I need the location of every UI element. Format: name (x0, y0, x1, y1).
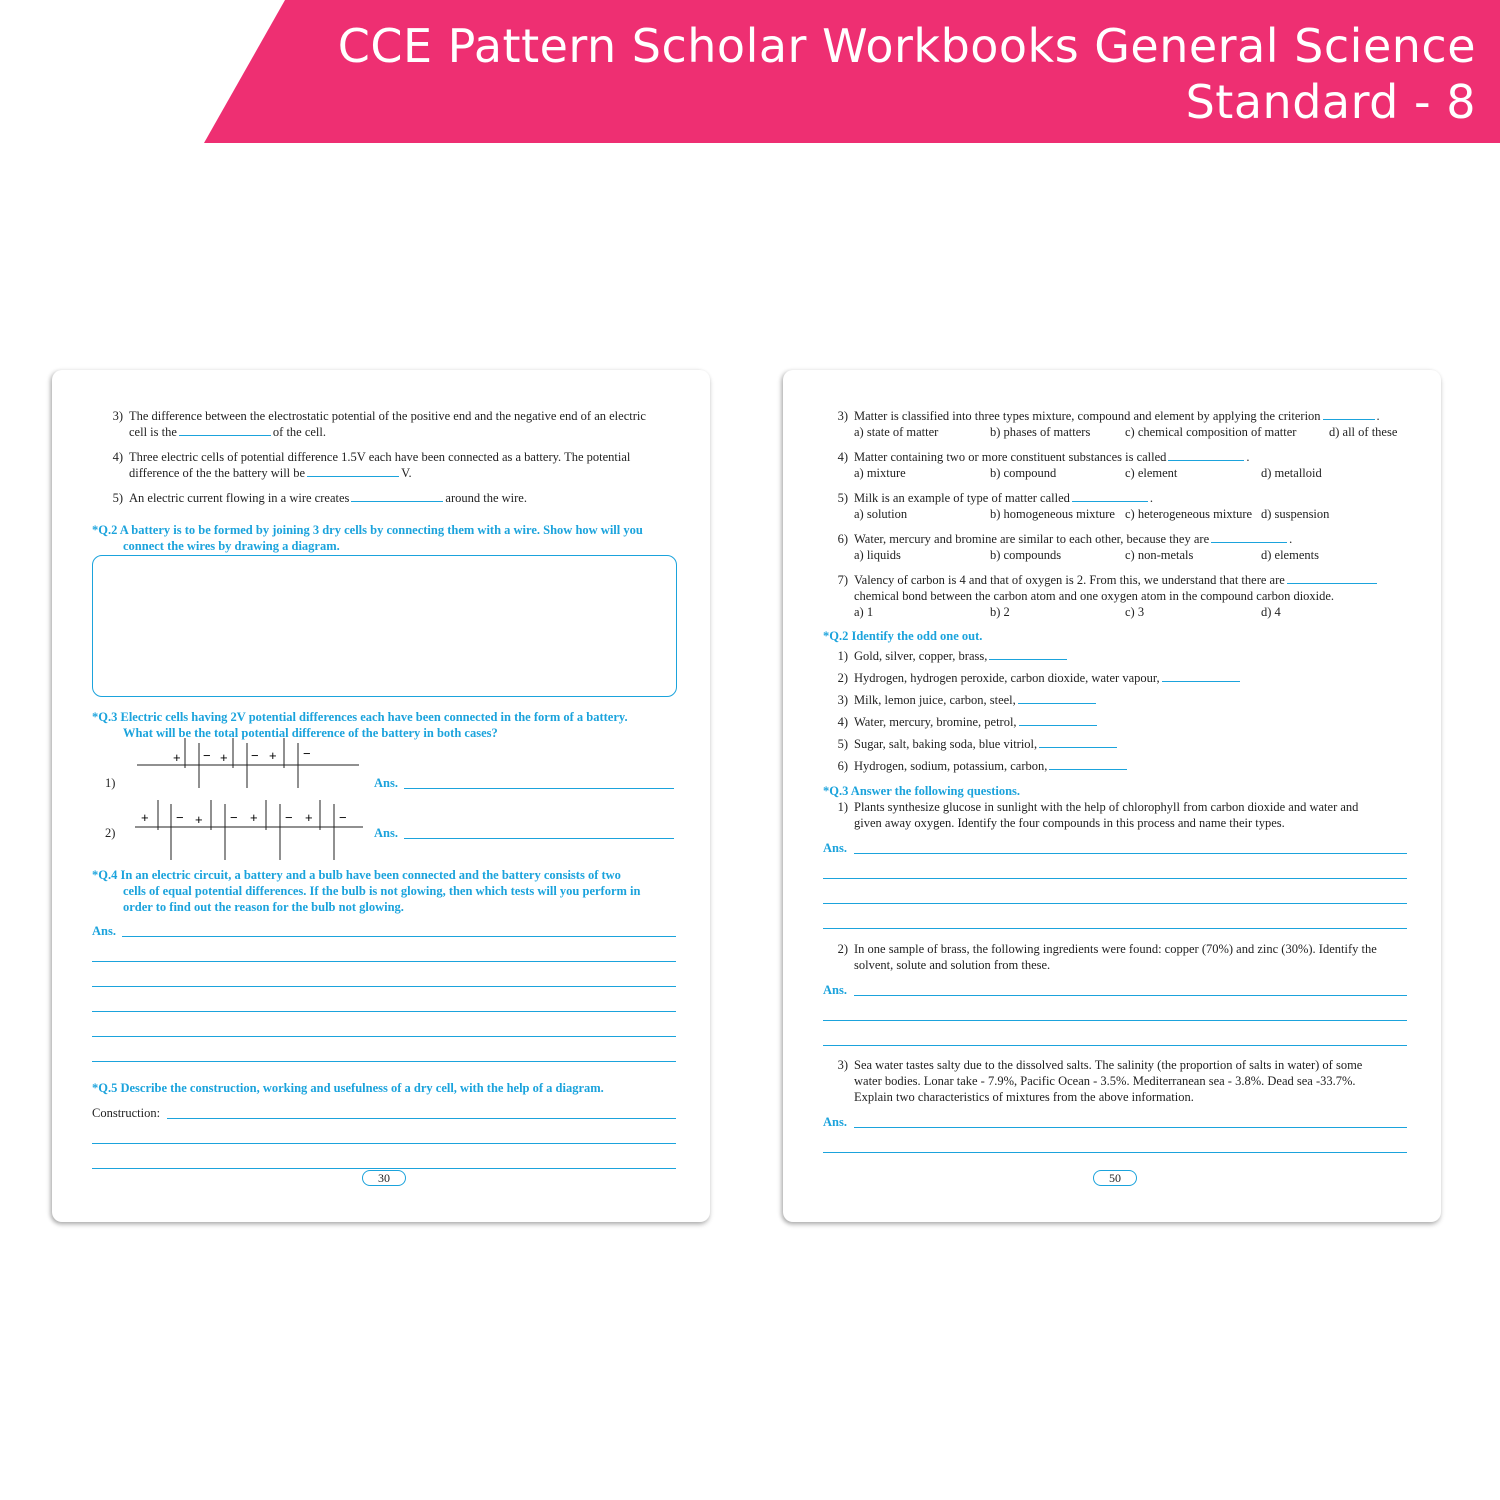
case-1-answer-line[interactable] (404, 788, 674, 789)
right-q1-item-6 (830, 531, 1292, 547)
item-number: 5) (837, 737, 848, 751)
right-q3-question (823, 783, 1020, 799)
q5-answer-line[interactable] (92, 1143, 676, 1144)
question-number: *Q.4 (92, 868, 118, 882)
left-q5-question (92, 1080, 692, 1096)
question-number: *Q.2 (92, 523, 118, 537)
question-number: *Q.2 (823, 629, 849, 643)
fill-blank[interactable] (1168, 450, 1244, 461)
fill-blank[interactable] (351, 491, 443, 502)
item-text: In one sample of brass, the following ingredients were found: copper (70%) and zinc (30%). Identify the (854, 942, 1377, 956)
fill-blank[interactable] (989, 649, 1067, 660)
item-number: 6) (837, 532, 848, 546)
q5-answer-line[interactable] (92, 1168, 676, 1169)
question-number: *Q.5 (92, 1081, 118, 1095)
q3-1-answer-line[interactable] (823, 928, 1407, 929)
left-q2-question (92, 522, 692, 554)
svg-text:+: + (195, 812, 203, 827)
question-text: Electric cells having 2V potential differences each have been connected in the form of a battery. (120, 710, 628, 724)
item-text: An electric current flowing in a wire creates (129, 491, 350, 505)
right-q1-item-5 (830, 490, 1153, 506)
option[interactable]: c) non-metals (1125, 548, 1194, 562)
question-text: Answer the following questions. (850, 784, 1021, 798)
left-workbook-page (52, 370, 710, 1222)
page-number: 30 (362, 1170, 406, 1186)
left-q4-question (92, 867, 692, 915)
svg-text:−: − (230, 810, 238, 825)
answer-question-3-line3: Explain two characteristics of mixtures from the above information. (854, 1090, 1194, 1104)
fill-blank[interactable] (1323, 409, 1375, 420)
option[interactable]: b) compounds (990, 548, 1062, 562)
item-number: 5) (837, 491, 848, 505)
item-number: 3) (837, 1058, 848, 1072)
item-text: Milk, lemon juice, carbon, steel, (854, 693, 1016, 707)
q3-1-ans-label: Ans. (823, 841, 847, 855)
svg-text:+: + (220, 750, 228, 765)
item-text: Water, mercury and bromine are similar to each other, because they are (854, 532, 1210, 546)
item-text: . (1376, 409, 1380, 423)
fill-blank[interactable] (1049, 759, 1127, 770)
answer-question-3 (830, 1057, 1362, 1073)
q3-2-answer-line[interactable] (854, 995, 1407, 996)
option[interactable]: c) chemical composition of matter (1125, 425, 1297, 439)
question-text: cells of equal potential differences. If the bulb is not glowing, then which tests will you perform in (123, 884, 641, 898)
fill-blank[interactable] (1072, 491, 1148, 502)
item-number: 7) (837, 573, 848, 587)
item-number: 2) (837, 942, 848, 956)
item-number: 4) (112, 450, 123, 464)
option[interactable]: a) state of matter (854, 425, 939, 439)
option[interactable]: c) element (1125, 466, 1178, 480)
option[interactable]: d) suspension (1261, 507, 1330, 521)
q3-1-answer-line[interactable] (854, 853, 1407, 854)
item-number: 6) (837, 759, 848, 773)
item-text: Valency of carbon is 4 and that of oxygen is 2. From this, we understand that there are (854, 573, 1285, 587)
item-number: 1) (837, 649, 848, 663)
q4-answer-line[interactable] (92, 961, 676, 962)
item-text: Gold, silver, copper, brass, (854, 649, 988, 663)
battery-diagram-case-2 (135, 792, 365, 862)
case-2-answer-line[interactable] (404, 838, 674, 839)
item-text: Water, mercury, bromine, petrol, (854, 715, 1017, 729)
item-text: cell is the (129, 425, 177, 439)
svg-text:−: − (203, 748, 211, 763)
question-text: order to find out the reason for the bulb not glowing. (123, 900, 404, 914)
answer-question-2-line2: solvent, solute and solution from these. (854, 958, 1051, 972)
item-text: . (1289, 532, 1293, 546)
item-number: 3) (112, 409, 123, 423)
right-q1-item-3 (830, 408, 1380, 424)
svg-text:+: + (250, 810, 258, 825)
option[interactable]: c) heterogeneous mixture (1125, 507, 1253, 521)
banner (0, 0, 1500, 143)
item-text: Three electric cells of potential difference 1.5V each have been connected as a battery. The potential (129, 450, 631, 464)
item-number: 5) (112, 491, 123, 505)
option[interactable]: b) homogeneous mixture (990, 507, 1115, 521)
fill-blank[interactable] (1211, 532, 1287, 543)
question-text: Describe the construction, working and usefulness of a dry cell, with the help of a diagram. (120, 1081, 604, 1095)
case-1-ans-label: Ans. (374, 776, 398, 790)
item-text: Matter containing two or more constituent substances is called (854, 450, 1167, 464)
odd-one-item (830, 758, 1129, 774)
item-text: Hydrogen, sodium, potassium, carbon, (854, 759, 1048, 773)
case-2-label: 2) (105, 826, 116, 840)
svg-text:−: − (339, 810, 347, 825)
q3-3-ans-label: Ans. (823, 1115, 847, 1129)
option[interactable]: d) elements (1261, 548, 1319, 562)
option[interactable]: a) 1 (854, 605, 874, 619)
q3-3-answer-line[interactable] (854, 1127, 1407, 1128)
banner-title (338, 18, 1476, 130)
question-text: A battery is to be formed by joining 3 dry cells by connecting them with a wire. Show how will you (119, 523, 643, 537)
option[interactable]: a) solution (854, 507, 908, 521)
option[interactable]: d) all of these (1329, 425, 1398, 439)
item-text: The difference between the electrostatic potential of the positive end and the negative end of an electric (129, 409, 646, 423)
page-number: 50 (1093, 1170, 1137, 1186)
item-text: Matter is classified into three types mixture, compound and element by applying the criterion (854, 409, 1321, 423)
question-text: What will be the total potential difference of the battery in both cases? (123, 726, 498, 740)
item-text: Sea water tastes salty due to the dissolved salts. The salinity (the proportion of salts in water) of some (854, 1058, 1363, 1072)
odd-one-item (830, 736, 1119, 752)
q3-1-answer-line[interactable] (823, 903, 1407, 904)
question-text: In an electric circuit, a battery and a bulb have been connected and the battery consists of two (120, 868, 621, 882)
answer-question-2 (830, 941, 1377, 957)
question-number: *Q.3 (92, 710, 118, 724)
item-number: 2) (837, 671, 848, 685)
q4-ans-label: Ans. (92, 924, 116, 938)
q4-answer-line[interactable] (122, 936, 676, 937)
q3-2-answer-line[interactable] (823, 1020, 1407, 1021)
svg-text:−: − (176, 810, 184, 825)
svg-text:+: + (173, 750, 181, 765)
fill-blank[interactable] (1019, 715, 1097, 726)
construction-label: Construction: (92, 1106, 161, 1120)
item-number: 3) (837, 409, 848, 423)
q3-3-answer-line[interactable] (823, 1152, 1407, 1153)
item-text: Sugar, salt, baking soda, blue vitriol, (854, 737, 1038, 751)
q4-answer-line[interactable] (92, 986, 676, 987)
question-number: *Q.3 (823, 784, 849, 798)
item-text: difference of the the battery will be (129, 466, 306, 480)
banner-title-line2: Standard - 8 (1185, 75, 1476, 129)
odd-one-item (830, 714, 1099, 730)
q4-answer-line[interactable] (92, 1011, 676, 1012)
q5-answer-line[interactable] (167, 1118, 676, 1119)
fill-blank[interactable] (1162, 671, 1240, 682)
right-q1-item-7-line2: chemical bond between the carbon atom and one oxygen atom in the compound carbon dioxide. (854, 589, 1335, 603)
right-q1-item-4 (830, 449, 1250, 465)
svg-text:+: + (141, 810, 149, 825)
item-text: of the cell. (272, 425, 327, 439)
item-number: 3) (837, 693, 848, 707)
question-text: connect the wires by drawing a diagram. (123, 539, 340, 553)
right-q1-item-7 (830, 572, 1379, 588)
fill-blank[interactable] (1039, 737, 1117, 748)
svg-text:+: + (269, 748, 277, 763)
option[interactable]: d) 4 (1261, 605, 1281, 619)
svg-text:−: − (303, 746, 311, 761)
diagram-answer-box[interactable] (92, 555, 677, 697)
svg-text:−: − (251, 748, 259, 763)
answer-question-1 (830, 799, 1358, 815)
left-q1-item-3 (105, 408, 646, 424)
fill-blank[interactable] (307, 466, 399, 477)
odd-one-item (830, 670, 1242, 686)
item-text: . (1246, 450, 1250, 464)
svg-text:+: + (305, 810, 313, 825)
item-text: Milk is an example of type of matter called (854, 491, 1070, 505)
q4-answer-line[interactable] (92, 1061, 676, 1062)
item-text: around the wire. (445, 491, 527, 505)
odd-one-item (830, 648, 1069, 664)
item-text: Plants synthesize glucose in sunlight with the help of chlorophyll from carbon dioxide and water and (854, 800, 1359, 814)
item-text: Hydrogen, hydrogen peroxide, carbon dioxide, water vapour, (854, 671, 1160, 685)
right-workbook-page (783, 370, 1441, 1222)
case-2-ans-label: Ans. (374, 826, 398, 840)
odd-one-item (830, 692, 1098, 708)
option[interactable]: c) 3 (1125, 605, 1145, 619)
fill-blank[interactable] (1287, 573, 1377, 584)
battery-diagram-case-1 (137, 738, 362, 790)
left-q1-item-4-line2 (129, 465, 412, 481)
left-q1-item-3-line2 (129, 424, 326, 440)
left-q3-question (92, 709, 692, 741)
fill-blank[interactable] (1018, 693, 1096, 704)
right-q2-question (823, 628, 982, 644)
question-text: Identify the odd one out. (851, 629, 983, 643)
q4-answer-line[interactable] (92, 1036, 676, 1037)
q3-2-ans-label: Ans. (823, 983, 847, 997)
fill-blank[interactable] (179, 425, 271, 436)
option[interactable]: b) compound (990, 466, 1057, 480)
item-number: 1) (837, 800, 848, 814)
q3-2-answer-line[interactable] (823, 1045, 1407, 1046)
option[interactable]: d) metalloid (1261, 466, 1322, 480)
item-text: . (1149, 491, 1154, 505)
option[interactable]: a) liquids (854, 548, 901, 562)
item-number: 4) (837, 450, 848, 464)
option[interactable]: a) mixture (854, 466, 906, 480)
option[interactable]: b) phases of matters (990, 425, 1091, 439)
option[interactable]: b) 2 (990, 605, 1010, 619)
answer-question-3-line2: water bodies. Lonar take - 7.9%, Pacific Ocean - 3.5%. Mediterranean sea - 3.8%. Dead sea -33.7%. (854, 1074, 1356, 1088)
banner-title-line1: CCE Pattern Scholar Workbooks General Science (337, 19, 1476, 73)
case-1-label: 1) (105, 776, 116, 790)
q3-1-answer-line[interactable] (823, 878, 1407, 879)
svg-text:−: − (285, 810, 293, 825)
answer-question-1-line2: given away oxygen. Identify the four compounds in this process and name their types. (854, 816, 1285, 830)
item-number: 4) (837, 715, 848, 729)
item-text: V. (401, 466, 412, 480)
left-q1-item-5 (105, 490, 527, 506)
left-q1-item-4 (105, 449, 630, 465)
